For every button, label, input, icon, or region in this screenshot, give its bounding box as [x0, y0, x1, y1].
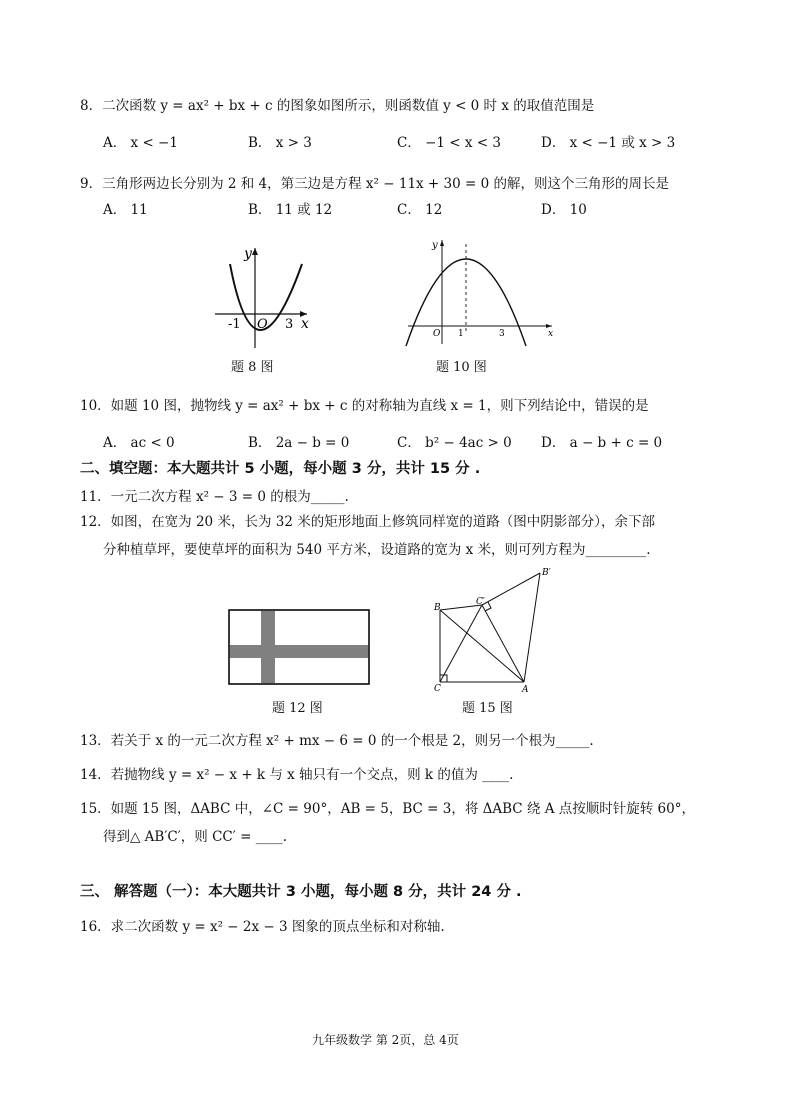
- q15-line-2: 得到△ AB′C′，则 CC′ = ____.: [103, 829, 288, 845]
- q8-stem: 8．二次函数 y = ax² + bx + c 的图象如图所示，则函数值 y < 0 时 x 的取值范围是: [80, 98, 595, 114]
- q14-text: 14．若抛物线 y = x² − x + k 与 x 轴只有一个交点，则 k 的值为 ____.: [80, 767, 514, 783]
- fig15-segment-cc1: [440, 605, 482, 682]
- q10-option-d: D． a − b + c = 0: [541, 435, 663, 451]
- q16-text: 16．求二次函数 y = x² − 2x − 3 图象的顶点坐标和对称轴.: [80, 919, 445, 935]
- fig15-label-c-prime: C′: [476, 597, 485, 607]
- fig8-caption: 题 8 图: [231, 360, 274, 375]
- section-2-title: 二、填空题：本大题共计 5 小题，每小题 3 分，共计 15 分 .: [80, 461, 481, 477]
- q8-option-a: A． x < −1: [103, 135, 178, 151]
- fig10-label-three: 3: [499, 329, 505, 339]
- q10-option-b: B． 2a − b = 0: [248, 435, 350, 451]
- fig10-label-one: 1: [458, 329, 464, 339]
- fig15-segment-ab: [440, 610, 524, 682]
- fig10-parabola: [406, 259, 526, 346]
- fig15-label-c: C: [434, 684, 441, 694]
- fig12-horizontal-road: [229, 645, 369, 658]
- fig15-caption: 题 15 图: [462, 701, 513, 716]
- q9-option-c: C． 12: [397, 202, 443, 218]
- fig8-label-left-root: -1: [228, 317, 241, 332]
- q10-option-a: A． ac < 0: [103, 435, 175, 451]
- figure-15: [428, 566, 564, 694]
- fig10-caption: 题 10 图: [436, 360, 487, 375]
- q10-stem: 10．如题 10 图，抛物线 y = ax² + bx + c 的对称轴为直线 x = 1，则下列结论中，错误的是: [80, 398, 649, 414]
- fig8-label-origin: O: [257, 317, 268, 332]
- fig10-label-origin: O: [433, 329, 441, 339]
- q9-option-b: B． 11 或 12: [248, 202, 333, 218]
- figure-8: [215, 240, 325, 350]
- q13-text: 13．若关于 x 的一元二次方程 x² + mx − 6 = 0 的一个根是 2，则另一个根为_____.: [80, 733, 594, 749]
- q15-line-1: 15．如题 15 图，ΔABC 中，∠C = 90°，AB = 5，BC = 3，将 ΔABC 绕 A 点按顺时针旋转 60°，: [80, 801, 695, 817]
- q12-line-2: 分种植草坪，要使草坪的面积为 540 平方米，设道路的宽为 x 米，则可列方程为_________.: [103, 542, 651, 558]
- q12-line-1: 12．如图，在宽为 20 米，长为 32 米的矩形地面上修筑同样宽的道路（图中阴影部分），余下部: [80, 514, 655, 530]
- fig15-segment-c1b1: [482, 573, 540, 605]
- q9-option-d: D． 10: [541, 202, 587, 218]
- fig10-label-y: y: [432, 240, 438, 251]
- fig15-segment-ac1: [482, 605, 524, 682]
- q10-option-c: C． b² − 4ac > 0: [397, 435, 512, 451]
- q9-stem: 9．三角形两边长分别为 2 和 4，第三边是方程 x² − 11x + 30 = 0 的解，则这个三角形的周长是: [80, 176, 669, 192]
- q8-option-d: D． x < −1 或 x > 3: [541, 135, 676, 151]
- fig8-label-right-root: 3: [285, 317, 294, 332]
- fig10-label-x: x: [548, 329, 554, 339]
- fig15-label-b-prime: B′: [542, 568, 551, 578]
- q8-option-c: C． −1 < x < 3: [397, 135, 502, 151]
- section-3-title: 三、 解答题（一）：本大题共计 3 小题，每小题 8 分，共计 24 分 .: [80, 884, 522, 900]
- fig10-y-arrow: [440, 240, 444, 246]
- q8-option-b: B． x > 3: [248, 135, 312, 151]
- fig15-segment-ab1: [524, 573, 540, 682]
- figure-12: [228, 609, 372, 687]
- fig15-label-b: B: [434, 603, 441, 613]
- fig8-label-y: y: [244, 246, 252, 262]
- fig10-x-arrow: [546, 324, 552, 328]
- q9-option-a: A． 11: [103, 202, 148, 218]
- figure-10: [400, 238, 560, 348]
- fig12-caption: 题 12 图: [272, 701, 323, 716]
- fig15-label-a: A: [522, 685, 529, 694]
- fig8-y-arrow: [252, 248, 258, 255]
- page-footer: 九年级数学 第 2页，总 4页: [312, 1033, 459, 1047]
- q11-text: 11．一元二次方程 x² − 3 = 0 的根为_____.: [80, 489, 349, 505]
- fig8-label-x: x: [301, 316, 309, 332]
